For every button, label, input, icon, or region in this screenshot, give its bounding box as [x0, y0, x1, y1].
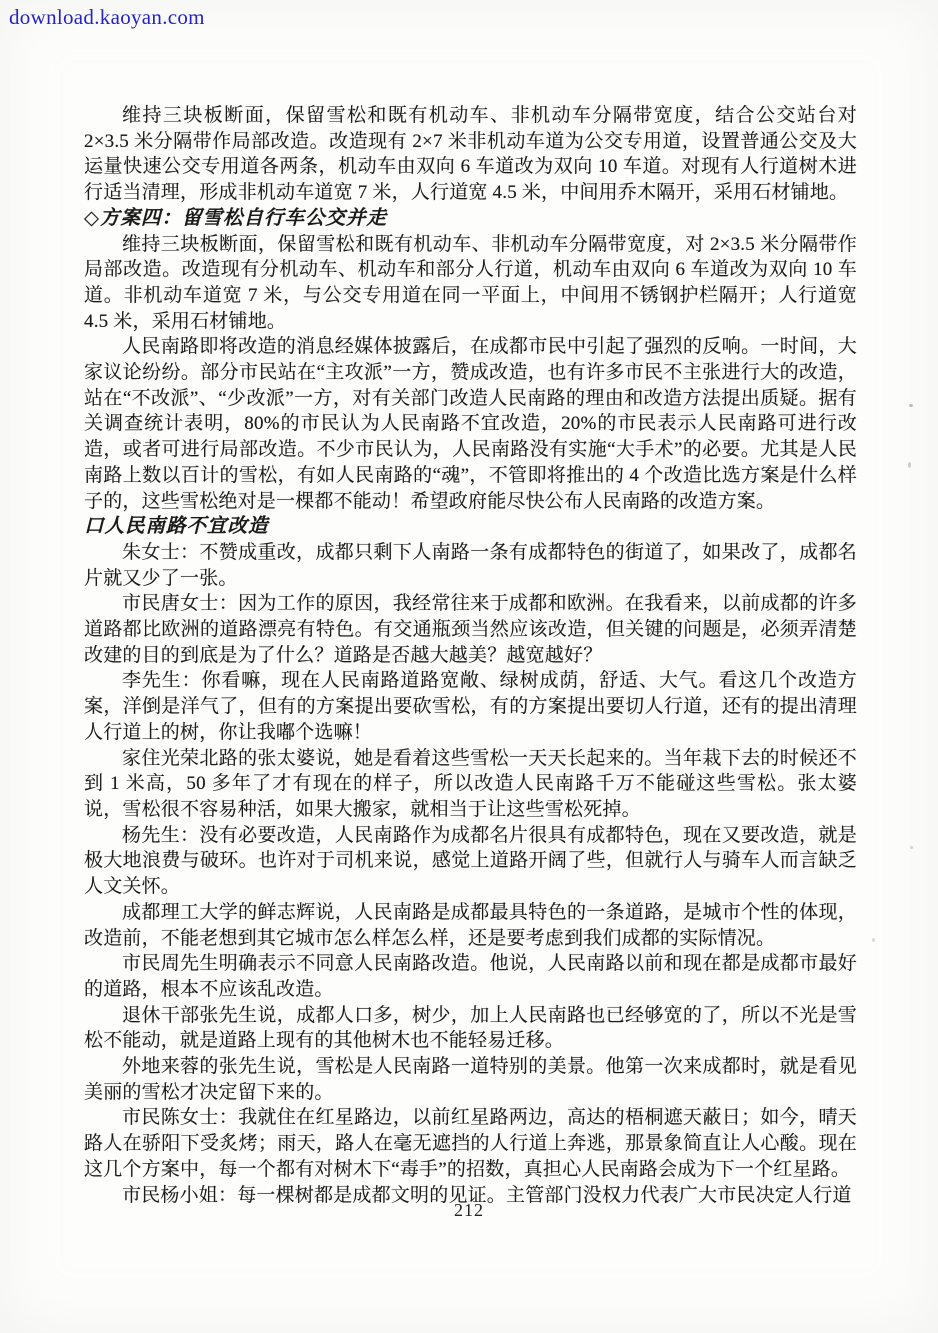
paragraph-plan3-continuation: 维持三块板断面，保留雪松和既有机动车、非机动车分隔带宽度，结合公交站台对 2×3.5 米分隔带作局部改造。改造现有 2×7 米非机动车道为公交专用道，设置普通公交及大运量快速公交专用道各两条，机动车由双向 6 车道改为双向 10 车道。对现有人行道树木进行适当清理，形成非机动车道宽 7 米，人行道宽 4.5 米，中间用乔木隔开，采用石材铺地。 — [84, 105, 857, 204]
paragraph-plan4-description: 维持三块板断面，保留雪松和既有机动车、非机动车分隔带宽度，对 2×3.5 米分隔带作局部改造。改造现有分机动车、机动车和部分人行道，机动车由双向 6 车道改为双向 10 车道。非机动车道宽 7 米，与公交专用道在同一平面上，中间用不锈钢护栏隔开；人行道宽 4.5 米，采用石材铺地。 — [84, 233, 857, 332]
page-number: 212 — [454, 1200, 484, 1220]
paragraph-retired-mr-zhang: 退休干部张先生说，成都人口多，树少，加上人民南路也已经够宽的了，所以不光是雪松不能动，就是道路上现有的其他树木也不能轻易迁移。 — [84, 1004, 857, 1052]
section-heading-plan-four: ◇方案四：留雪松自行车公交并走 — [84, 207, 387, 229]
section-heading-not-suitable: 口人民南路不宜改造 — [84, 516, 269, 538]
document-body — [84, 103, 857, 1208]
paragraph-ms-zhu: 朱女士：不赞成重改，成都只剩下人南路一条有成都特色的街道了，如果改了，成都名片就又少了一张。 — [84, 541, 857, 589]
paragraph-ms-tang: 市民唐女士：因为工作的原因，我经常往来于成都和欧洲。在我看来，以前成都的许多道路都比欧洲的道路漂亮有特色。有交通瓶颈当然应该改造，但关键的问题是，必须弄清楚改建的目的到底是为了什么？道路是否越大越美？越宽越好？ — [84, 593, 857, 666]
kaoyan-watermark-link[interactable]: download.kaoyan.com — [9, 5, 205, 29]
paragraph-mr-yang: 杨先生：没有必要改造，人民南路作为成都名片很具有成都特色，现在又要改造，就是极大地浪费与破环。也许对于司机来说，感觉上道路开阔了些，但就行人与骑车人而言缺乏人文关怀。 — [84, 824, 857, 898]
paragraph-ms-chen: 市民陈女士：我就住在红星路边，以前红星路两边，高达的梧桐遮天蔽日；如今，晴天路人在骄阳下受炙烤；雨天，路人在毫无遮挡的人行道上奔逃，那景象简直让人心酸。现在这几个方案中，每一个都有对树木下“毒手”的招数，真担心人民南路会成为下一个红星路。 — [84, 1107, 857, 1180]
paragraph-visitor-mr-zhang: 外地来蓉的张先生说，雪松是人民南路一道特别的美景。他第一次来成都时，就是看见美丽的雪松才决定留下来的。 — [84, 1056, 857, 1103]
paragraph-ms-yang: 市民杨小姐：每一棵树都是成都文明的见证。主管部门没权力代表广大市民决定人行道 — [122, 1184, 852, 1206]
scan-speck — [908, 462, 911, 468]
paragraph-mr-zhou: 市民周先生明确表示不同意人民南路改造。他说，人民南路以前和现在都是成都市最好的道路，根本不应该乱改造。 — [84, 953, 857, 1000]
scan-speck — [910, 846, 913, 849]
scan-speck — [872, 938, 875, 942]
paragraph-public-reaction: 人民南路即将改造的消息经媒体披露后，在成都市民中引起了强烈的反响。一时间，大家议论纷纷。部分市民站在“主攻派”一方，赞成改造，也有许多市民不主张进行大的改造，站在“不改派”、“少改派”一方，对有关部门改造人民南路的理由和改造方法提出质疑。据有关调查统计表明，80%的市民认为人民南路不宜改造，20%的市民表示人民南路可进行改造，或者可进行局部改造。不少市民认为，人民南路没有实施“大手术”的必要。尤其是人民南路上数以百计的雪松，有如人民南路的“魂”，不管即将推出的 4 个改造比选方案是什么样子的，这些雪松绝对是一棵都不能动！希望政府能尽快公布人民南路的改造方案。 — [84, 336, 857, 512]
paragraph-mr-li: 李先生：你看嘛，现在人民南路道路宽敞、绿树成荫，舒适、大气。看这几个改造方案，洋倒是洋气了，但有的方案提出要砍雪松，有的方案提出要切人行道，还有的提出清理人行道上的树，你让我嘟个选嘛！ — [84, 670, 857, 743]
paragraph-granny-zhang: 家住光荣北路的张太婆说，她是看着这些雪松一天天长起来的。当年栽下去的时候还不到 1 米高，50 多年了才有现在的样子，所以改造人民南路千万不能碰这些雪松。张太婆说，雪松很不容易种活，如果大搬家，就相当于让这些雪松死掉。 — [84, 747, 857, 820]
scan-speck — [909, 404, 913, 407]
paragraph-xian-zhihui: 成都理工大学的鲜志辉说，人民南路是成都最具特色的一条道路，是城市个性的体现，改造前，不能老想到其它城市怎么样怎么样，还是要考虑到我们成都的实际情况。 — [84, 901, 857, 949]
